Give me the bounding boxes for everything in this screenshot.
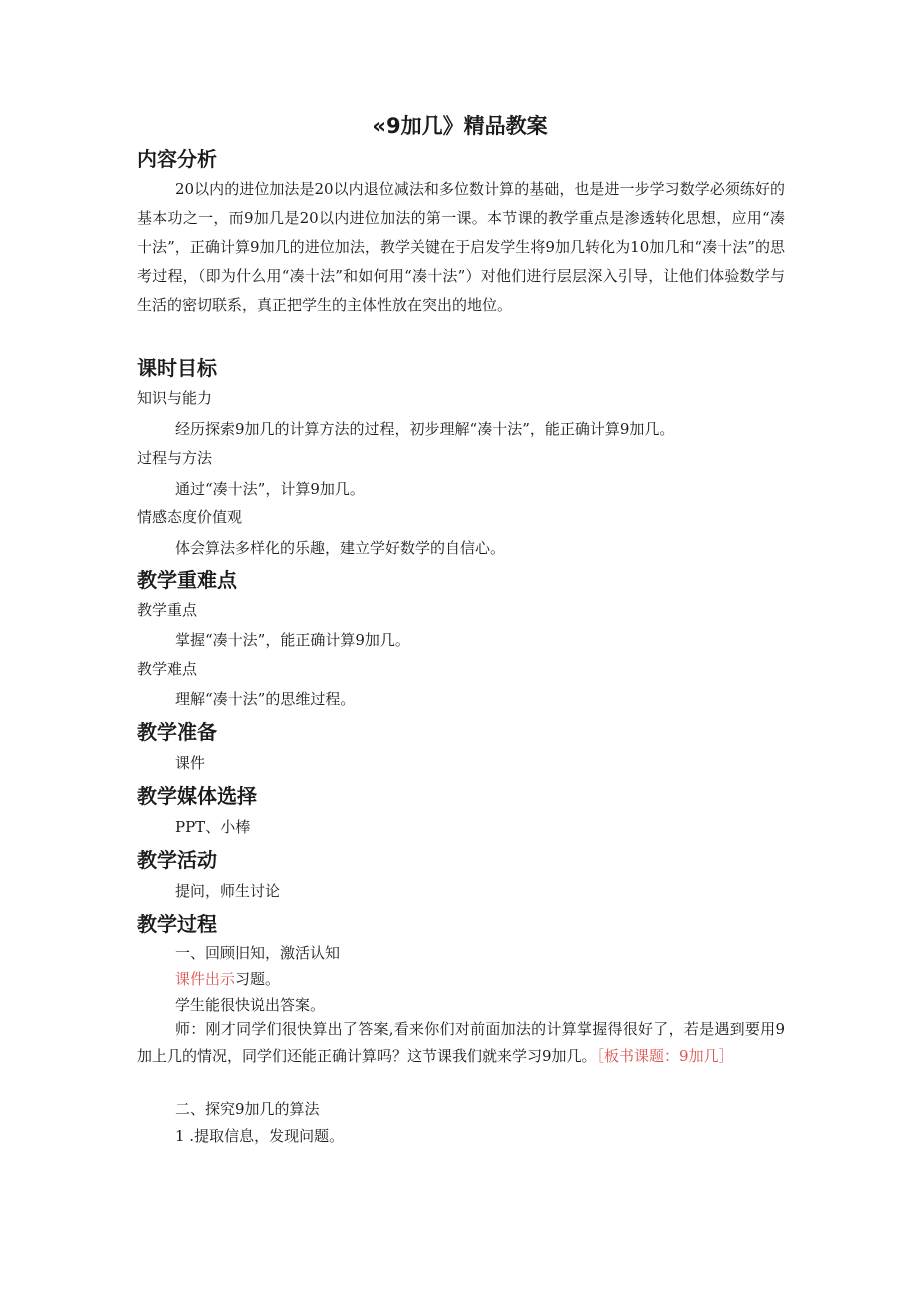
- objective-text-attitude: 体会算法多样化的乐趣，建立学好数学的自信心。: [175, 539, 506, 557]
- key-point-label: 教学重点: [137, 601, 198, 619]
- difficulty-text: 理解“凑十法”的思维过程。: [175, 690, 356, 708]
- key-point-text: 掌握“凑十法”，能正确计算9加几。: [175, 631, 410, 649]
- difficulty-label: 教学难点: [137, 660, 198, 678]
- content-analysis-paragraph: 20以内的进位加法是20以内退位减法和多位数计算的基础，也是进一步学习数学必须练好的基本功之一，而9加几是20以内进位加法的第一课。本节课的教学重点是渗透转化思想，应用“凑十法”，正确计算9加几的进位加法，教学关键在于启发学生将9加几转化为10加几和“凑十法”的思考过程，（即为什么用“凑十法”和如何用“凑十法”）对他们进行层层深入引导，让他们体验数学与生活的密切联系，真正把学生的主体性放在突出的地位。: [137, 180, 785, 314]
- process-step2-1: 1 .提取信息，发现问题。: [175, 1127, 345, 1145]
- media-text: PPT、小棒: [175, 818, 251, 836]
- heading-preparation: 教学准备: [137, 720, 217, 744]
- courseware-highlight: 课件出示: [175, 970, 236, 988]
- heading-key-points: 教学重难点: [137, 568, 237, 592]
- heading-media: 教学媒体选择: [137, 784, 257, 808]
- objective-label-attitude: 情感态度价值观: [137, 508, 243, 526]
- heading-objectives: 课时目标: [137, 356, 217, 380]
- document-title: «9加几》精品教案: [372, 114, 548, 138]
- board-note: ［板书课题：9加几］: [596, 1047, 734, 1065]
- objective-label-knowledge: 知识与能力: [137, 389, 213, 407]
- heading-content-analysis: 内容分析: [137, 147, 217, 171]
- activities-text: 提问，师生讨论: [175, 882, 281, 900]
- teacher-text: 师：刚才同学们很快算出了答案,看来你们对前面加法的计算掌握得很好了，若是遇到要用9加上几的情况，同学们还能正确计算吗？这节课我们就来学习9加几。: [137, 1020, 785, 1065]
- objective-text-process: 通过“凑十法”，计算9加几。: [175, 480, 365, 498]
- teacher-paragraph: [137, 1016, 785, 1070]
- objective-text-knowledge: 经历探索9加几的计算方法的过程，初步理解“凑十法”，能正确计算9加几。: [175, 420, 675, 438]
- objective-label-process: 过程与方法: [137, 449, 213, 467]
- process-step2: 二、探究9加几的算法: [175, 1100, 320, 1118]
- process-step1: 一、回顾旧知，激活认知: [175, 944, 341, 962]
- students-answer: 学生能很快说出答案。: [175, 996, 326, 1014]
- courseware-rest: 习题。: [235, 970, 281, 988]
- heading-activities: 教学活动: [137, 848, 217, 872]
- heading-process: 教学过程: [137, 912, 217, 936]
- courseware-line: [175, 968, 280, 990]
- preparation-text: 课件: [175, 754, 206, 772]
